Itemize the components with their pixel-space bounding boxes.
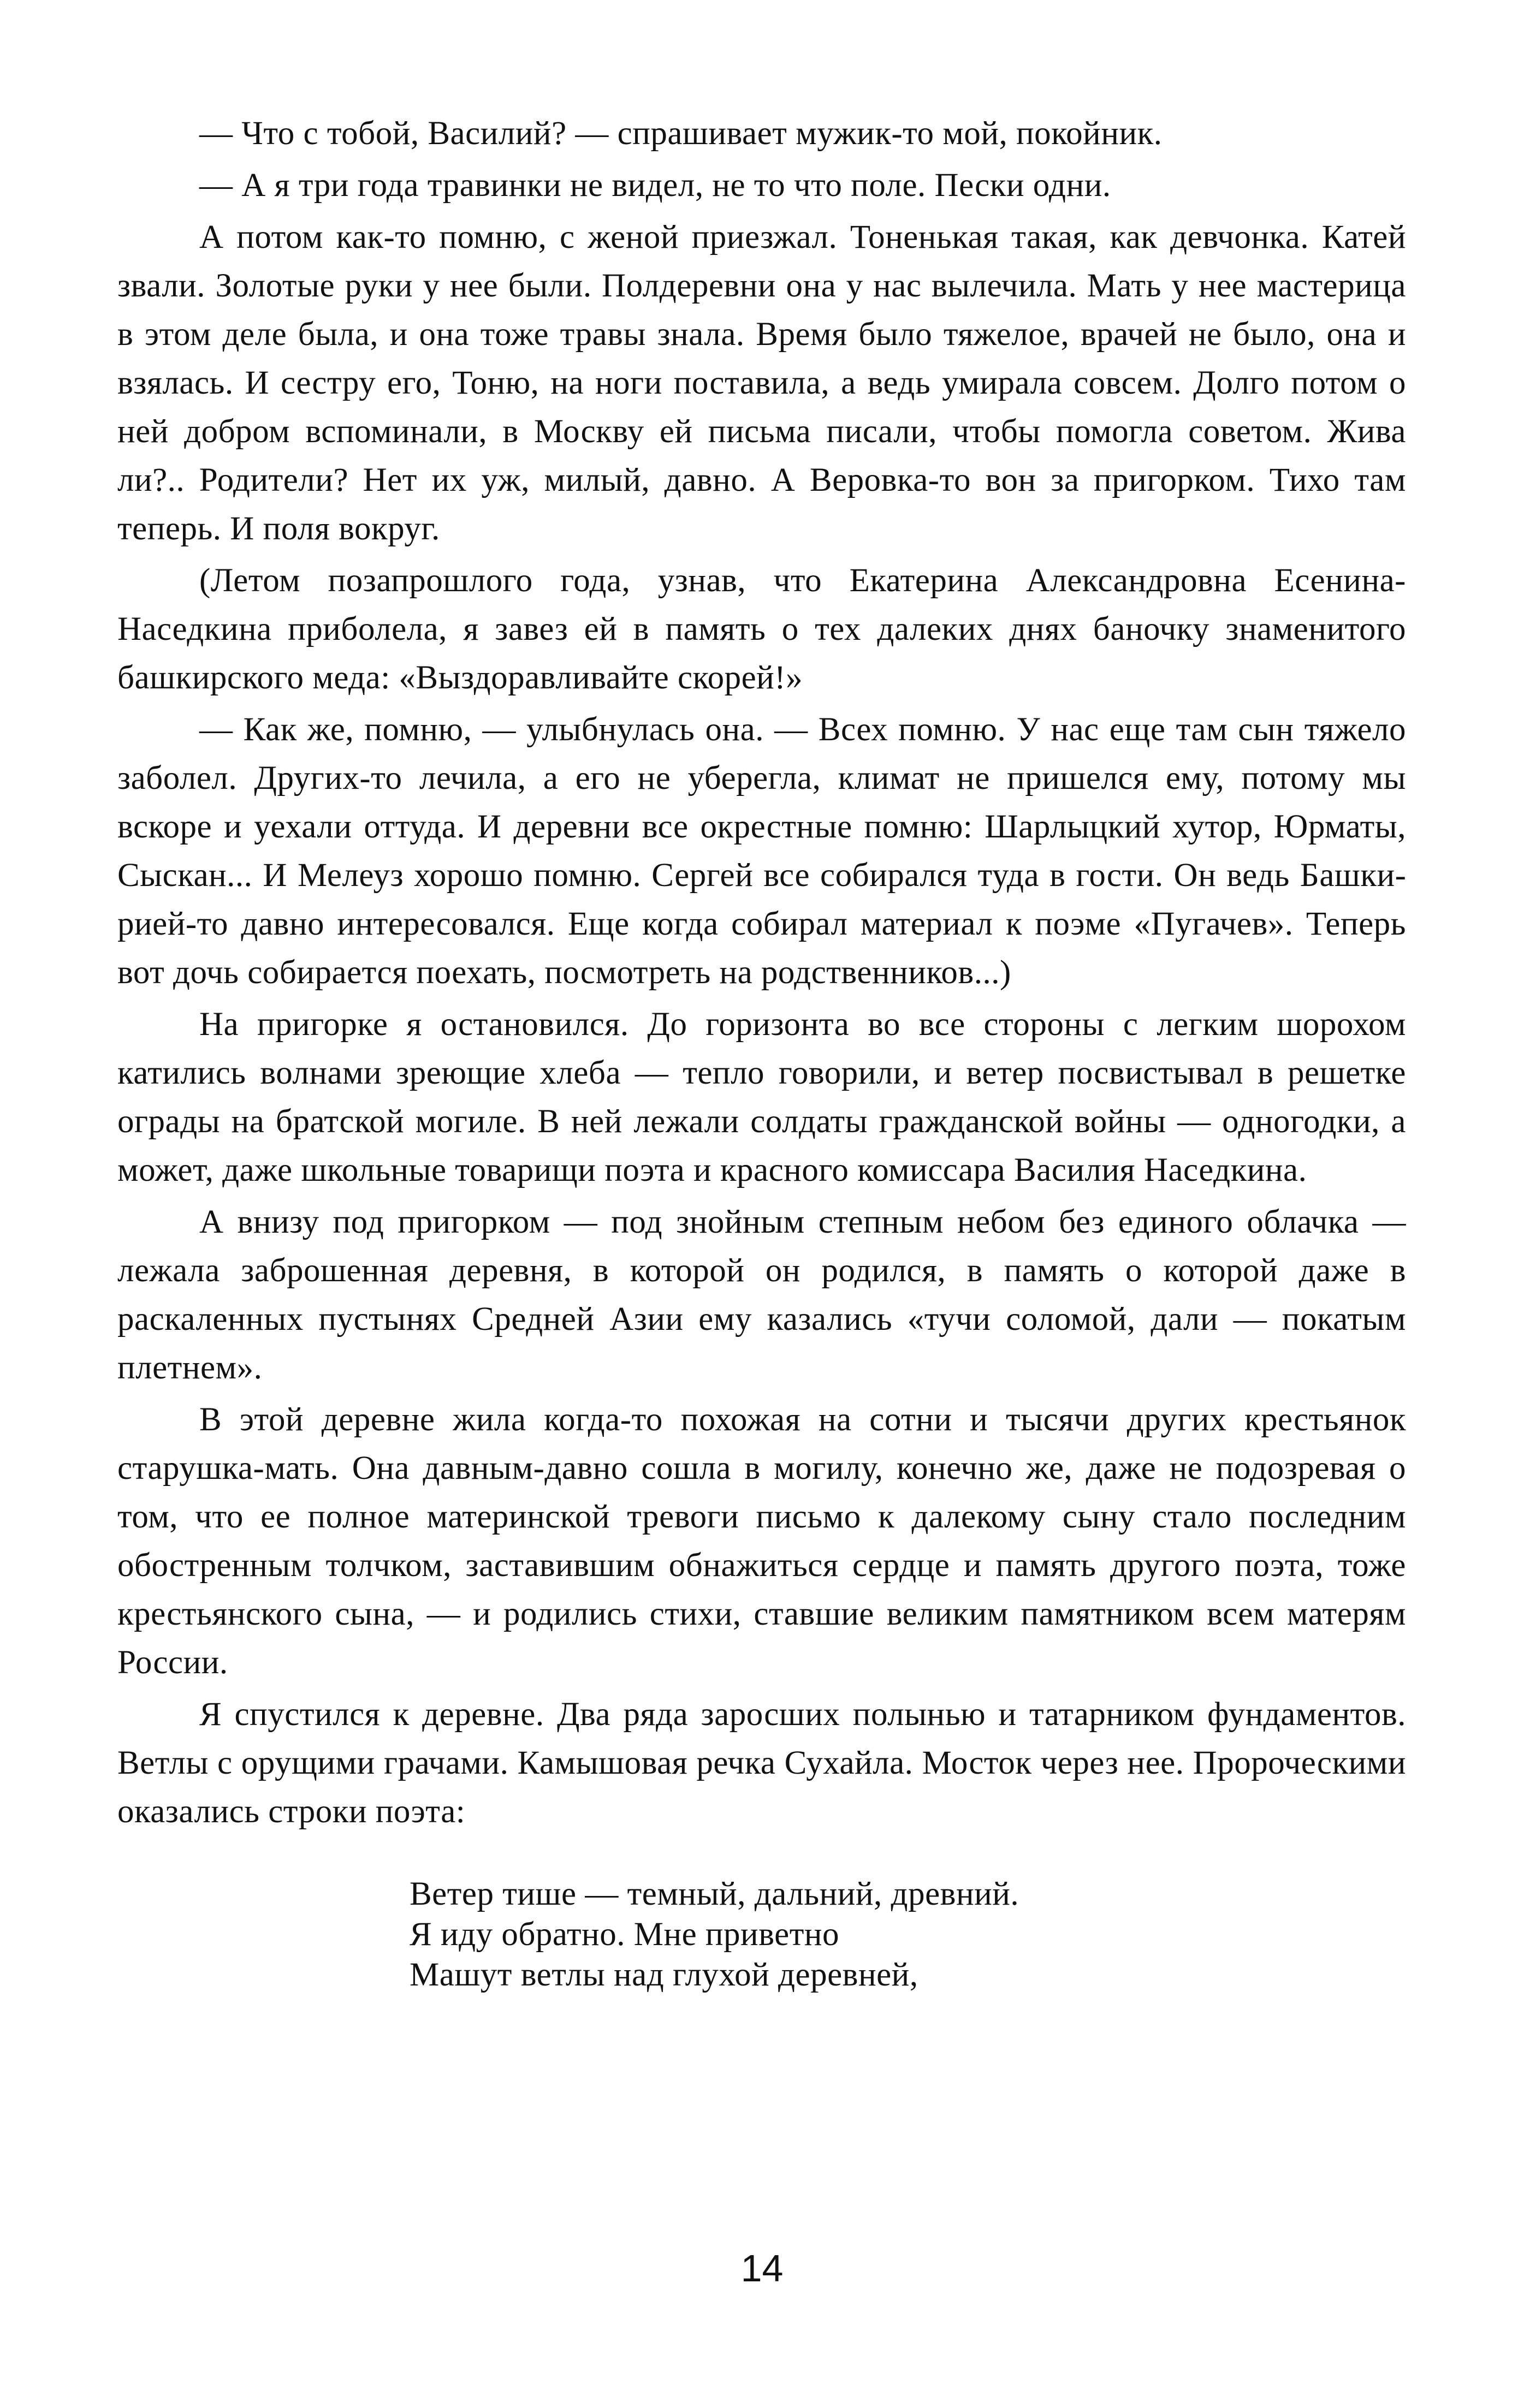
paragraph: На пригорке я остановился. До горизонта во все стороны с легким шорохом катились волнами зреющие хлеба — тепло говорили, и ветер посвистывал в решетке ограды на братской могиле. В ней лежали солдаты гражданской войны — одногодки, а может, даже школьные товарищи поэта и красного комиссара Василия Наседкина. [117, 1006, 1406, 1188]
poem-line: Машут ветлы над глухой деревней, [410, 1957, 918, 1993]
page-body [117, 109, 1406, 1995]
paragraph: Я спустился к деревне. Два ряда заросших полынью и татарником фундаментов. Ветлы с орущими грачами. Камышовая речка Сухайла. Мосток через нее. Пророческими оказались строки поэта: [117, 1696, 1406, 1830]
paragraph: — Как же, помню, — улыбнулась она. — Всех помню. У нас еще там сын тяжело заболел. Других-то лечила, а его не уберегла, климат не пришелся ему, потому мы вскоре и уехали оттуда. И деревни все окрестные помню: Шарлыцкий хутор, Юрматы, Сыскан... И Мелеуз хорошо помню. Сергей все собирался туда в гости. Он ведь Башкирией-то давно интересовался. Еще когда собирал материал к поэме «Пугачев». Теперь вот дочь собирается поехать, посмотреть на родственников...) [117, 711, 1406, 991]
paragraph: А внизу под пригорком — под знойным степным небом без единого облачка — лежала заброшенная деревня, в которой он родился, в память о которой даже в раскаленных пустынях Средней Азии ему казались «тучи соломой, дали — покатым плетнем». [117, 1204, 1406, 1386]
poem-line: Ветер тише — темный, дальний, древний. [410, 1876, 1019, 1912]
paragraph: В этой деревне жила когда-то похожая на сотни и тысячи других крестьянок старушка-мать. Она давным-давно сошла в могилу, конечно же, даже не подозревая о том, что ее полное материнской тревоги письмо к далекому сыну стало последним обостренным толчком, заставившим обнажиться сердце и память другого поэта, тоже крестьянского сына, — и родились стихи, ставшие великим памятником всем матерям России. [117, 1401, 1406, 1681]
page-number: 14 [740, 2247, 784, 2290]
dialogue-line: — Что с тобой, Василий? — спрашивает мужик-то мой, покойник. [199, 115, 1163, 152]
dialogue-line: — А я три года травинки не видел, не то что поле. Пески одни. [199, 167, 1111, 204]
paragraph: А потом как-то помню, с женой приезжал. Тоненькая такая, как девчонка. Катей звали. Золотые руки у нее были. Полдеревни она у нас вылечила. Мать у нее мастерица в этом деле была, и она тоже травы знала. Время было тяжелое, врачей не было, она и взялась. И сестру его, Тоню, на ноги поставила, а ведь умирала совсем. Долго потом о ней добром вспоминали, в Москву ей письма писали, чтобы помогла советом. Жива ли?.. Родители? Нет их уж, милый, давно. А Веровка-то вон за пригорком. Тихо там теперь. И поля вокруг. [117, 219, 1406, 547]
paragraph: (Летом позапрошлого года, узнав, что Екатерина Александровна Есенина-Наседкина приболела, я завез ей в память о тех далеких днях баночку знаменитого башкирского меда: «Выздоравливайте скорей!» [117, 562, 1406, 696]
poem-quote [410, 1874, 1406, 1995]
poem-line: Я иду обратно. Мне приветно [410, 1916, 840, 1953]
